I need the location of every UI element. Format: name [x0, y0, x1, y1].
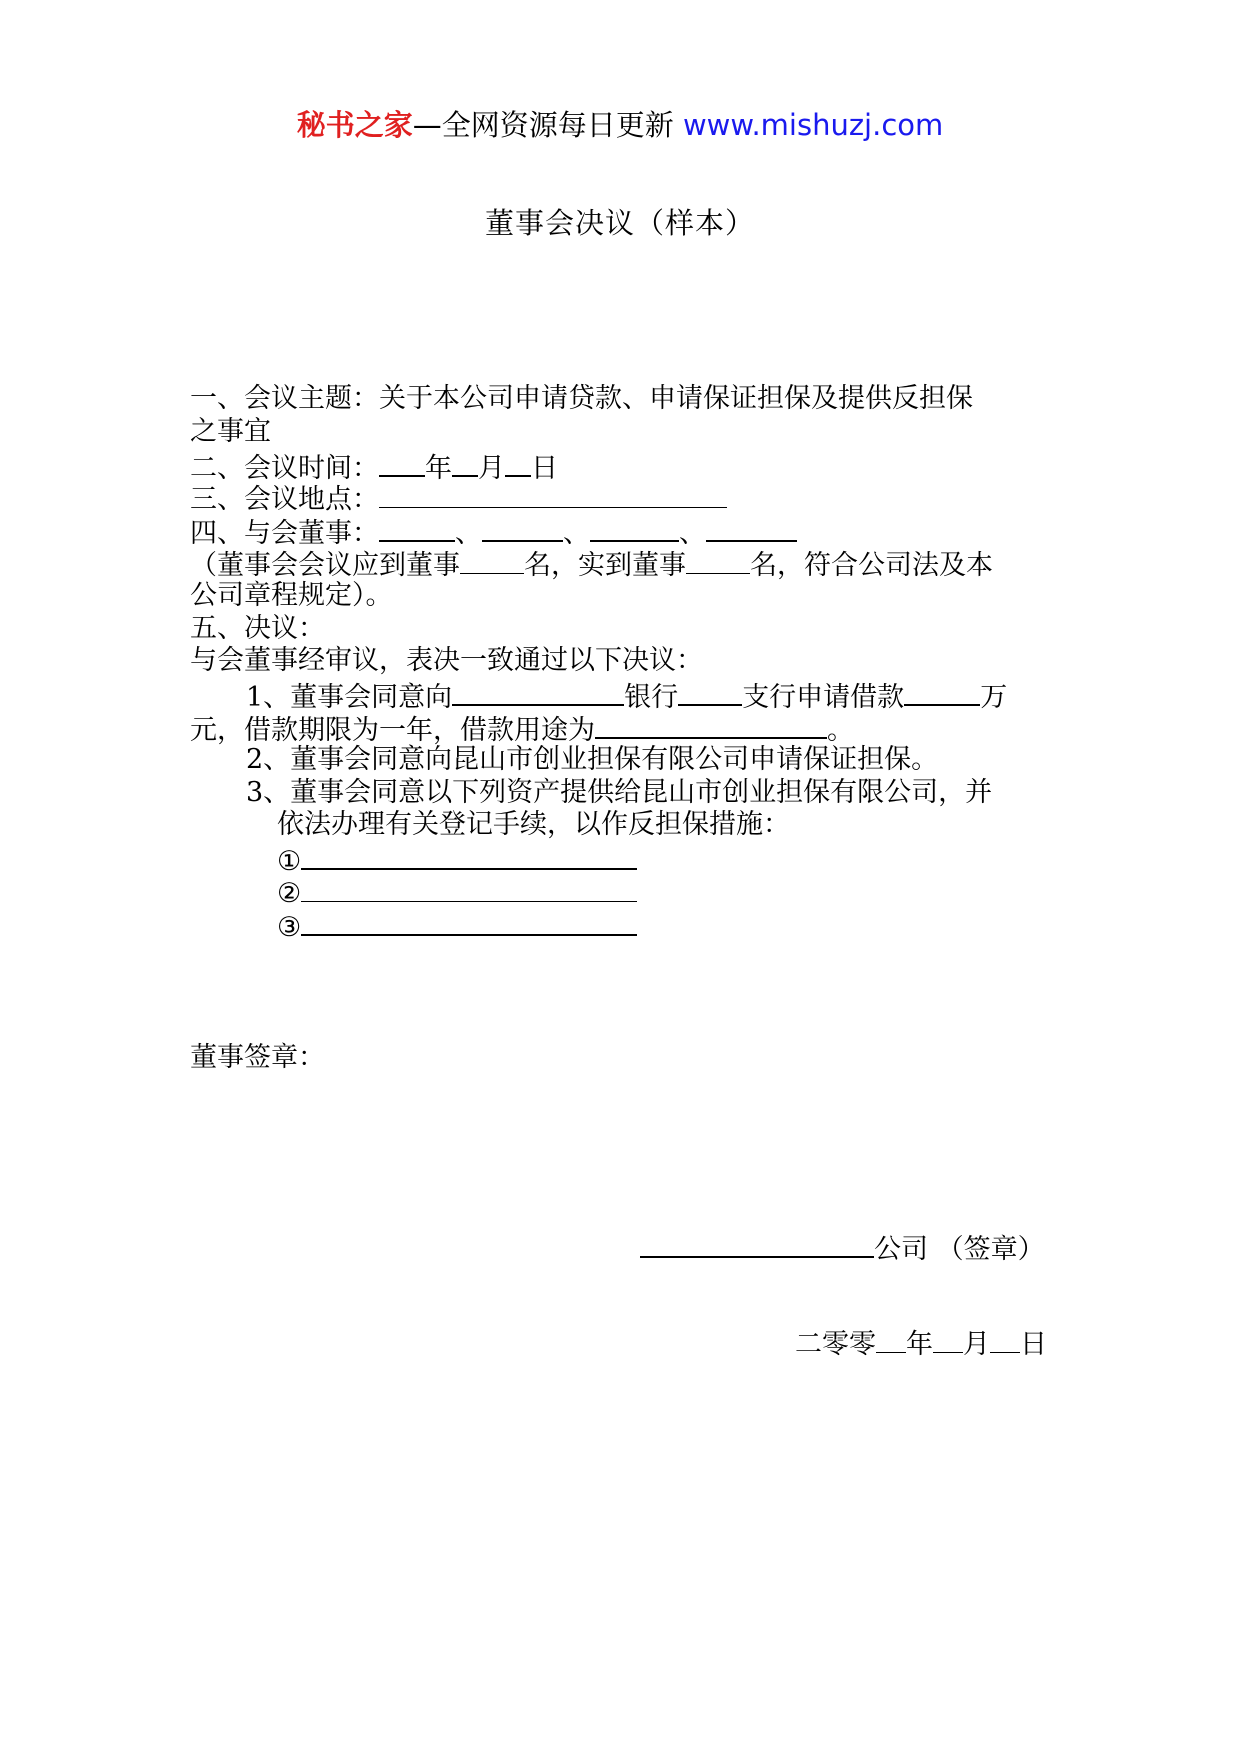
signing-day-label: 日 — [1020, 1329, 1047, 1360]
resolution-1-text-a: 1、董事会同意向 — [246, 682, 453, 714]
directors-signature-label: 董事签章： — [190, 1042, 325, 1073]
separator: 、 — [455, 518, 482, 550]
resolution-intro: 与会董事经审议，表决一致通过以下决议： — [190, 645, 703, 677]
resolution-1-text-e: 元，借款期限为一年，借款用途为 — [190, 714, 595, 746]
document-body — [190, 383, 1060, 941]
loan-amount-blank[interactable] — [904, 678, 980, 706]
separator: 、 — [679, 518, 706, 550]
resolution-1-line-2 — [190, 711, 1060, 744]
director-4-blank[interactable] — [706, 514, 797, 542]
director-2-blank[interactable] — [482, 514, 563, 542]
bank-name-blank[interactable] — [452, 678, 624, 706]
attendance-line-2: 公司章程规定）。 — [190, 579, 393, 611]
collateral-1-blank[interactable] — [301, 842, 637, 870]
date-prefix: 二零零 — [795, 1329, 876, 1360]
month-label: 月 — [478, 452, 505, 484]
collateral-item-1 — [190, 842, 1060, 878]
document-title: 董事会决议（样本） — [484, 206, 755, 240]
meeting-place-line — [190, 481, 1060, 514]
director-3-blank[interactable] — [590, 514, 679, 542]
meeting-time-label: 二、会议时间： — [190, 452, 379, 484]
separator: 、 — [563, 518, 590, 550]
meeting-place-blank[interactable] — [379, 481, 727, 508]
meeting-place-label: 三、会议地点： — [190, 484, 379, 516]
company-name-blank[interactable] — [640, 1230, 874, 1258]
attending-directors-label: 四、与会董事： — [190, 518, 379, 550]
resolution-1-text-f: 。 — [827, 714, 854, 746]
meeting-topic-line-2: 之事宜 — [190, 415, 271, 447]
loan-purpose-blank[interactable] — [595, 711, 827, 739]
collateral-item-3 — [190, 908, 1060, 941]
year-blank[interactable] — [379, 449, 425, 477]
attendance-line-1 — [190, 547, 1060, 580]
attendance-text-b: 名，实到董事 — [524, 549, 686, 581]
actual-directors-blank[interactable] — [686, 547, 750, 574]
director-1-blank[interactable] — [379, 514, 455, 542]
collateral-number-3: ③ — [277, 911, 302, 943]
company-seal-label: 公司 （签章） — [874, 1234, 1045, 1265]
required-directors-blank[interactable] — [460, 547, 524, 574]
signing-month-label: 月 — [963, 1329, 990, 1360]
month-blank[interactable] — [452, 449, 478, 477]
branch-name-blank[interactable] — [678, 678, 742, 706]
resolution-1-text-d: 万 — [980, 682, 1008, 714]
resolution-1-line-1 — [190, 678, 1060, 714]
resolution-3-line-1: 3、董事会同意以下列资产提供给昆山市创业担保有限公司，并 — [246, 776, 993, 808]
attending-directors-line — [190, 514, 1060, 550]
signing-year-blank[interactable] — [876, 1326, 906, 1353]
attendance-text-c: 名，符合公司法及本 — [750, 549, 993, 581]
site-url-link[interactable]: www.mishuzj.com — [682, 108, 944, 142]
site-header — [0, 100, 1240, 150]
resolution-label: 五、决议： — [190, 612, 325, 644]
day-blank[interactable] — [505, 449, 531, 477]
day-label: 日 — [531, 452, 558, 484]
year-label: 年 — [425, 452, 452, 484]
attendance-text-a: （董事会会议应到董事 — [190, 549, 460, 581]
resolution-1-text-b: 银行 — [624, 682, 679, 714]
brand-name: 秘书之家 — [296, 108, 413, 142]
signing-day-blank[interactable] — [990, 1326, 1020, 1353]
signing-year-label: 年 — [906, 1329, 933, 1360]
resolution-3-line-2: 依法办理有关登记手续，以作反担保措施： — [277, 809, 790, 841]
collateral-2-blank[interactable] — [301, 875, 637, 902]
company-seal-line — [640, 1230, 1045, 1270]
signing-date-line — [795, 1325, 1047, 1365]
resolution-2: 2、董事会同意向昆山市创业担保有限公司申请保证担保。 — [246, 743, 939, 775]
meeting-topic-line-1: 一、会议主题：关于本公司申请贷款、申请保证担保及提供反担保 — [190, 383, 973, 414]
collateral-item-2 — [190, 875, 1060, 908]
meeting-time-line — [190, 449, 1060, 482]
resolution-1-text-c: 支行申请借款 — [742, 682, 905, 714]
collateral-3-blank[interactable] — [301, 908, 637, 936]
collateral-number-2: ② — [277, 877, 302, 909]
collateral-number-1: ① — [277, 846, 302, 878]
signing-month-blank[interactable] — [933, 1326, 963, 1353]
header-slogan: —全网资源每日更新 — [412, 108, 674, 142]
